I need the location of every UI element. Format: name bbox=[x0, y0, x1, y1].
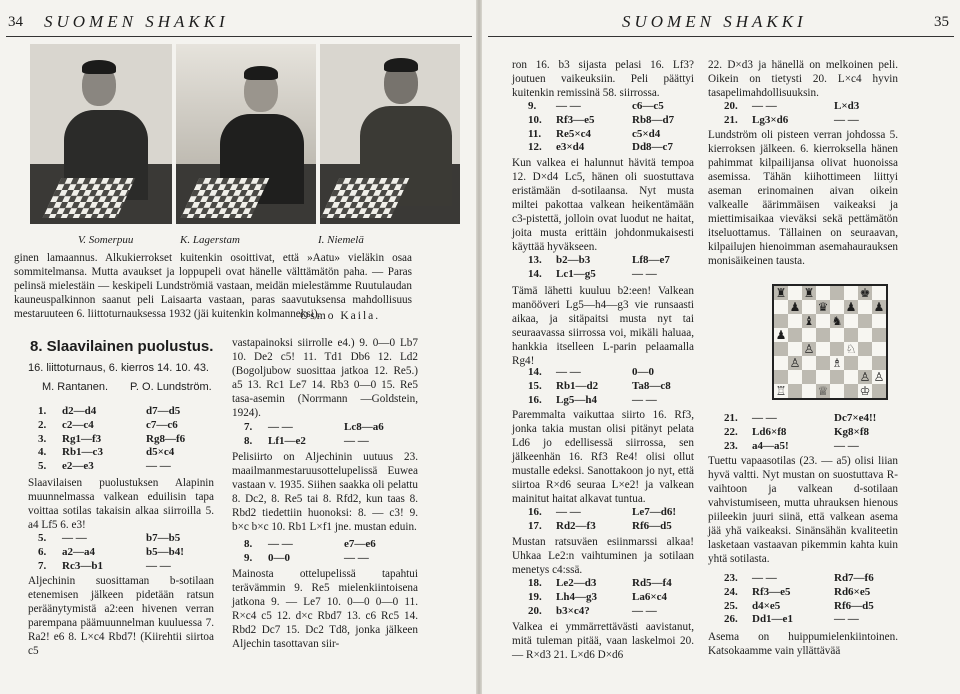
white-player: M. Rantanen. bbox=[42, 381, 109, 393]
move-row: 2. c2—c4 c7—c6 bbox=[38, 418, 178, 431]
move-row: 25. d4×e5 Rf6—d5 bbox=[724, 599, 874, 612]
col1-paragraph-5: Valkea ei ymmärrettävästi aavistanut, mitä tuleman pitää, vaan laskelmoi 20. — R×d3 21. L×d6 D×d6 bbox=[512, 621, 694, 661]
move-row: 17. Rd2—f3 Rf6—d5 bbox=[528, 519, 672, 532]
move-row: 8. Lf1—e2 — — bbox=[244, 434, 369, 447]
knight-icon: ♞ bbox=[831, 314, 843, 328]
caption-somerpuu: V. Somerpuu bbox=[78, 234, 134, 246]
caption-lagerstam: K. Lagerstam bbox=[180, 234, 240, 246]
move-row: 8. — — e7—e6 bbox=[244, 538, 376, 550]
moves-block-2 bbox=[528, 254, 698, 282]
move-row: 19. Lh4—g3 La6×c4 bbox=[528, 590, 667, 603]
move-row: 5. — — b7—b5 bbox=[38, 532, 181, 544]
paragraph-1: Slaavilaisen puolustuksen Alapinin muunnelmassa valkean eduilisin tapa voittaa sotilas takaisin alkaa siirroilla 5. a4 Lf5 6. e3! bbox=[28, 477, 214, 531]
pawn-icon: ♙ bbox=[859, 370, 871, 384]
photo-strip bbox=[30, 44, 460, 224]
photo-niemela bbox=[320, 44, 460, 224]
moves-block-6 bbox=[724, 100, 904, 128]
move-row: 7. Rc3—b1 — — bbox=[38, 559, 171, 572]
queen-icon: ♕ bbox=[817, 384, 829, 398]
pawn-icon: ♟ bbox=[775, 328, 787, 342]
move-row: 16. — — Le7—d6! bbox=[528, 506, 676, 518]
paragraph-2: Aljechinin suosittaman b-sotilaan etenemisen jälkeen pidetään ratsun peräänytymistä a2:een hivenen verran parempana päämuunnelman kuuluessa 7. Ra2! e6 8. L×c4 Rbd7! (Kiirehtii siirtoa c5 bbox=[28, 575, 214, 657]
move-row: 15. Rb1—d2 Ta8—c8 bbox=[528, 379, 671, 392]
moves-block-4 bbox=[528, 506, 698, 534]
rook-icon: ♜ bbox=[803, 286, 815, 300]
left-page bbox=[0, 0, 478, 694]
moves-block-3 bbox=[244, 421, 414, 449]
pawn-icon: ♟ bbox=[845, 300, 857, 314]
pawn-icon: ♙ bbox=[789, 356, 801, 370]
moves-block-3 bbox=[528, 366, 698, 407]
rook-icon: ♜ bbox=[775, 286, 787, 300]
game-info: 16. liittoturnaus, 6. kierros 14. 10. 43. bbox=[28, 362, 209, 374]
move-row: 24. Rf3—e5 Rd6×e5 bbox=[724, 585, 871, 598]
col2-top-paragraph: 22. D×d3 ja hänellä on melkoinen peli. Oikein on tietysti 20. L×c4 hyvin tasapelimahdollisuuksin. bbox=[708, 59, 898, 99]
pawn-icon: ♙ bbox=[803, 342, 815, 356]
black-player: P. O. Lundström. bbox=[130, 381, 212, 393]
rook-icon: ♖ bbox=[775, 384, 787, 398]
pawn-icon: ♙ bbox=[873, 370, 885, 384]
move-row: 22. Ld6×f8 Kg8×f8 bbox=[724, 425, 869, 438]
signature: Osmo Kaila. bbox=[300, 310, 381, 322]
move-row: 5. e2—e3 — — bbox=[38, 460, 171, 473]
col2-paragraph-1: vastapainoksi siirrolle e4.) 9. 0—0 Lb7 10. De2 c5! 11. Td1 Db6 12. Ld2 (Bogoljubow suosittaa jatkoa 12. Re5.) a5 13. Rc1 Le7 14. Rb3 0—0 15. Re5 tasa-asemin (Norrmann —Goldstein, 1924). bbox=[232, 337, 418, 419]
photo-somerpuu bbox=[30, 44, 172, 224]
move-row: 6. a2—a4 b5—b4! bbox=[38, 545, 184, 558]
section-title: 8. Slaavilainen puolustus. bbox=[30, 338, 214, 355]
col1-paragraph-1: Kun valkea ei halunnut hävitä tempoa 12. D×d4 Lc5, hänen oli suostuttava eristämään d-sotilaansa. Nyt musta miltei pakottaa valkean heikentämään c3-pistettä, jolloin ovat luodut ne haitat, joita musta erittäin johdonmukaisesti käyttää hyväkseen. bbox=[512, 157, 694, 253]
king-icon: ♚ bbox=[859, 286, 871, 300]
move-row: 14. Lc1—g5 — — bbox=[528, 267, 657, 280]
move-row: 7. — — Lc8—a6 bbox=[244, 421, 384, 433]
right-header bbox=[482, 0, 960, 40]
col1-paragraph-4: Mustan ratsuväen esiinmarssi alkaa! Uhkaa Le2:n vaihtuminen ja sotilaan menetys c4:ssä. bbox=[512, 536, 694, 576]
moves-block-1 bbox=[528, 100, 698, 155]
move-row: 4. Rb1—c3 d5×c4 bbox=[38, 446, 175, 459]
move-row: 21. — — Dc7×e4!! bbox=[724, 412, 877, 424]
move-row: 14. — — 0—0 bbox=[528, 366, 654, 378]
col2-paragraph-2: Tuettu vapaasotilas (23. — a5) olisi liian hyvä valtti. Nyt mustan on suostuttava R-vaihtoon ja valkean d-sotilaan vahvistumiseen, mutta uhrauksen hienous piileekin juuri siinä, että valkean asema jää yhä vaikeaksi. Sinänsähän kvaliteetin lasketaan vastaavan pikemmin kahta kuin yhtä sotilasta. bbox=[708, 455, 898, 565]
header-rule bbox=[6, 36, 472, 37]
col2-paragraph-3: Asema on huippumielenkiintoinen. Katsokaamme vain yllättävää bbox=[708, 631, 898, 657]
page-number: 34 bbox=[8, 14, 23, 30]
photo-lagerstam bbox=[176, 44, 316, 224]
move-row: 16. Lg5—h4 — — bbox=[528, 393, 657, 406]
col2-paragraph-3: Mainosta ottelupelissä tapahtui terävämmin 9. Re5 mielenkiintoisena jatkona 9. — Le7 10. 0—0 0—0 11. R×c4 c5 12. d×c Rbd7 13. c6 Rc5 14. Rbd2 Dc7 15. Dc2 Td8, jonka jälkeen Aljechin tasottavan siir- bbox=[232, 568, 418, 650]
move-row: 3. Rg1—f3 Rg8—f6 bbox=[38, 432, 186, 445]
magazine-title: SUOMEN SHAKKI bbox=[44, 12, 229, 31]
move-row: 20. b3×c4? — — bbox=[528, 604, 657, 617]
moves-block-1 bbox=[38, 405, 208, 474]
queen-icon: ♛ bbox=[817, 300, 829, 314]
moves-block-5 bbox=[528, 577, 698, 618]
move-row: 12. e3×d4 Dd8—c7 bbox=[528, 141, 673, 154]
col2-paragraph-2: Pelisiirto on Aljechinin uutuus 23. maailmanmestaruusottelupelissä Euwea vastaan v. 1935. Siihen saakka oli pelattu 8. Dc2, 8. Re5 tai 8. Rfd2, kun taas 8. Rbd2 tiedettiin huonoksi: 8. — c3! 9. b×c b×c 10. Rb1 L×f1 jne. mustan eduin. bbox=[232, 451, 418, 533]
move-row: 23. — — Rd7—f6 bbox=[724, 572, 874, 584]
move-row: 20. — — L×d3 bbox=[724, 100, 860, 112]
move-row: 1. d2—d4 d7—d5 bbox=[38, 405, 181, 417]
move-row: 9. — — c6—c5 bbox=[528, 100, 664, 112]
col1-paragraph-0: ron 16. b3 sijasta pelasi 16. Lf3? joutuen vaikeuksiin. Peli päättyi kuitenkin remissinä 58. siirrossa. bbox=[512, 59, 694, 99]
col1-paragraph-2: Tämä lähetti kuuluu b2:een! Valkean manööveri Lg5—h4—g3 vie runsaasti aikaa, ja sitäpaitsi musta nyt tai seuraavassa siirrossa voi, mikäli haluaa, hankkia itselleen L-parin pelaamalla Rg4! bbox=[512, 285, 694, 367]
col2-paragraph-1: Lundström oli pisteen verran johdossa 5. kierroksen jälkeen. 6. kierroksella hänen pahimmat kilpailijansa olivat huonoissa asemissa. Tähän kiihottimeen liittyi aseman erinomainen aivan oikein valkealle äärimmäisen vaikeaksi ja miettimisaikaa vieväksi sekä pettämätön itseluottamus. Tällainen on seuraavan, kilpailujen hienoimman asemahaurauksen monisäikeinen tausta. bbox=[708, 129, 898, 267]
bishop-icon: ♝ bbox=[803, 314, 815, 328]
left-header bbox=[0, 0, 478, 40]
header-rule bbox=[488, 36, 954, 37]
moves-block-8 bbox=[724, 572, 904, 627]
move-row: 23. a4—a5! — — bbox=[724, 439, 859, 452]
magazine-title: SUOMEN SHAKKI bbox=[622, 12, 807, 31]
intro-paragraph: ginen lamaannus. Alkukierrokset kuitenkin osoittivat, että »Aatu» vieläkin osaa sommitelmansa. Mutta avaukset ja loppupeli ovat hänelle välttämätön paha. — Paras pelinsä mielestäin — keskipeli Lundströmiä vastaan, meidän mielestämme Ruutulaudan kauneuspalkinnon saanut peli Laisaarta vastaan, paras saavutuksensa mahdollisuus mestaruuteen 6. liittoturnauksessa 1932 (jäi kuitenkin kolmanneksi). bbox=[14, 252, 412, 320]
caption-niemela: I. Niemelä bbox=[318, 234, 364, 246]
move-row: 26. Dd1—e1 — — bbox=[724, 613, 859, 626]
knight-icon: ♘ bbox=[845, 342, 857, 356]
move-row: 13. b2—b3 Lf8—e7 bbox=[528, 254, 670, 266]
moves-block-2 bbox=[38, 532, 208, 573]
pawn-icon: ♟ bbox=[873, 300, 885, 314]
king-icon: ♔ bbox=[859, 384, 871, 398]
col1-paragraph-3: Paremmalta vaikuttaa siirto 16. Rf3, jonka takia mustan olisi pitänyt pelata Ld6 jo edellisessä siirrossa, sen jälkeenhän 16. Rf3 Re4! olisi ollut mustalle edeksi. Sanottakoon jo nyt, että siirtoa R×d6 seuraa L×e2! ja valkean mainitut haitat alkavat tuntua. bbox=[512, 409, 694, 505]
bishop-icon: ♗ bbox=[831, 356, 843, 370]
move-row: 9. 0—0 — — bbox=[244, 551, 369, 564]
move-row: 18. Le2—d3 Rd5—f4 bbox=[528, 577, 672, 589]
move-row: 21. Lg3×d6 — — bbox=[724, 113, 859, 126]
move-row: 10. Rf3—e5 Rb8—d7 bbox=[528, 113, 675, 126]
move-row: 11. Re5×c4 c5×d4 bbox=[528, 127, 661, 140]
moves-block-4 bbox=[244, 538, 414, 566]
page-number: 35 bbox=[934, 14, 949, 30]
chess-diagram bbox=[772, 284, 888, 400]
moves-block-7 bbox=[724, 412, 904, 453]
right-page bbox=[482, 0, 960, 694]
pawn-icon: ♟ bbox=[789, 300, 801, 314]
